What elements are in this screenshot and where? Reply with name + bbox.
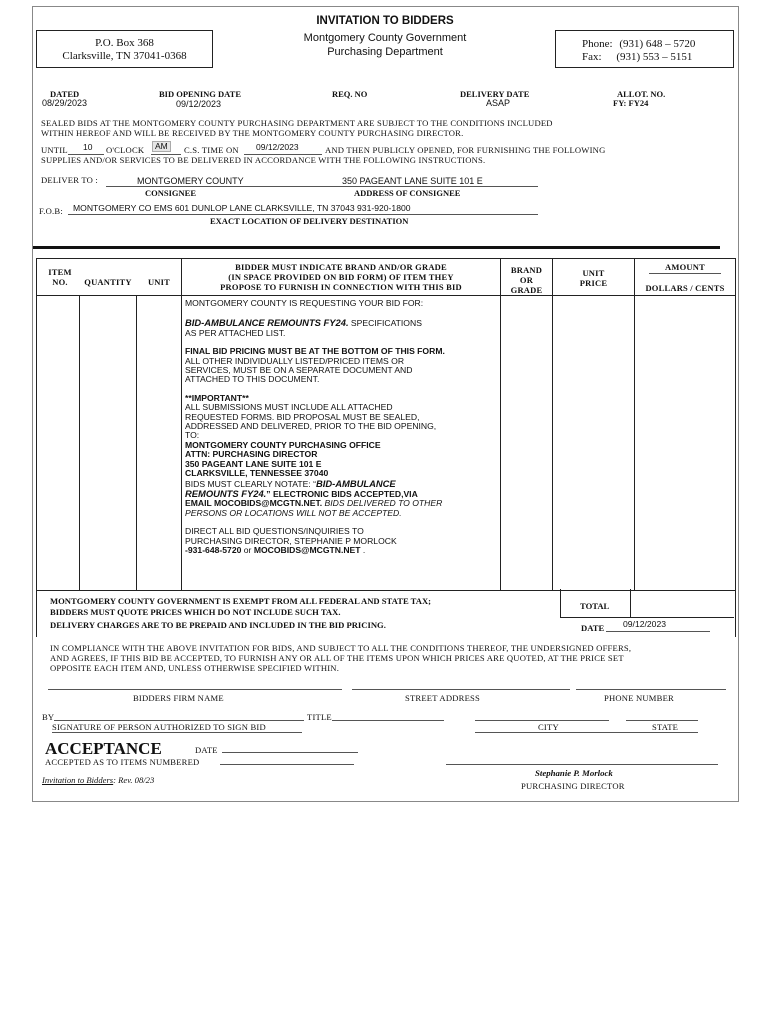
desc-address-3: 350 PAGEANT LANE SUITE 101 E	[185, 458, 322, 469]
director-title: PURCHASING DIRECTOR	[521, 781, 625, 791]
accepted-items-line[interactable]	[220, 755, 354, 765]
cs-time-label: C.S. TIME ON	[184, 145, 239, 155]
after-date-text: AND THEN PUBLICLY OPENED, FOR FURNISHING THE FOLLOWING	[325, 145, 606, 155]
contact-box	[555, 30, 734, 68]
col-divider-item	[79, 295, 80, 590]
req-no-label: REQ. NO	[332, 89, 368, 99]
dated-value: 08/29/2023	[42, 98, 88, 108]
item-description	[185, 299, 497, 555]
address-of-consignee-label: ADDRESS OF CONSIGNEE	[354, 188, 461, 198]
hour-value[interactable]: 10	[83, 142, 93, 152]
fob-label: F.O.B:	[39, 206, 63, 216]
signature-label: SIGNATURE OF PERSON AUTHORIZED TO SIGN BID	[52, 722, 266, 732]
col-divider-brand	[552, 259, 553, 590]
form-footer: Invitation to Bidders	[42, 775, 114, 785]
col-divider-desc	[500, 259, 501, 590]
col-divider-qty	[136, 295, 137, 590]
unit-price-header-2: PRICE	[579, 278, 608, 288]
director-name: Stephanie P. Morlock	[535, 768, 613, 778]
signed-date-value[interactable]: 09/12/2023	[623, 619, 667, 629]
ampm-line	[151, 145, 181, 155]
desc-direct-1: DIRECT ALL BID QUESTIONS/INQUIRIES TO	[185, 526, 364, 537]
phone-number-line[interactable]	[576, 680, 726, 690]
total-amount-divider	[630, 589, 631, 618]
deliver-to-label: DELIVER TO :	[41, 175, 98, 185]
bid-opening-label: BID OPENING DATE	[159, 89, 242, 99]
desc-header-2: (IN SPACE PROVIDED ON BID FORM) OF ITEM THEY	[228, 272, 454, 282]
signature-line[interactable]	[54, 711, 304, 721]
compliance-line-3: OPPOSITE EACH ITEM AND, UNLESS OTHERWISE SPECIFIED WITHIN.	[50, 663, 340, 673]
opening-date-value[interactable]: 09/12/2023	[256, 142, 299, 152]
consignee-address-value[interactable]: 350 PAGEANT LANE SUITE 101 E	[342, 176, 483, 186]
allot-no-value: FY: FY24	[613, 98, 649, 108]
tax-line-3: DELIVERY CHARGES ARE TO BE PREPAID AND INCLUDED IN THE BID PRICING.	[50, 620, 386, 630]
until-label: UNTIL	[41, 145, 68, 155]
brand-header-1: BRAND	[510, 265, 543, 275]
compliance-line-2: AND AGREES, IF THIS BID BE ACCEPTED, TO FURNISH ANY OR ALL OF THE ITEMS UPON WHICH PRICES ARE QUOTED, AT THE PRICE SET	[50, 653, 624, 663]
desc-submission-1: ALL SUBMISSIONS MUST INCLUDE ALL ATTACHED	[185, 402, 393, 413]
desc-direct-3-row	[185, 546, 497, 555]
desc-specs: SPECIFICATIONS	[348, 318, 422, 329]
desc-email-note-2: PERSONS OR LOCATIONS WILL NOT BE ACCEPTED.	[185, 507, 402, 518]
phone-number-label: PHONE NUMBER	[604, 693, 674, 703]
desc-notate-bold-2: REMOUNTS FY24.	[185, 487, 267, 499]
allot-no-label: ALLOT. NO.	[617, 89, 666, 99]
desc-pricing-line2: ALL OTHER INDIVIDUALLY LISTED/PRICED ITEMS OR	[185, 355, 405, 366]
section-divider	[33, 246, 720, 249]
desc-email-note-2-row	[185, 509, 497, 518]
by-label: BY	[42, 712, 55, 722]
desc-specs-line2: AS PER ATTACHED LIST.	[185, 327, 286, 338]
acceptance-date-label: DATE	[195, 745, 218, 755]
address-line-2: Clarksville, TN 37041-0368	[62, 50, 187, 62]
title-line[interactable]	[332, 711, 444, 721]
desc-direct-email: MOCOBIDS@MCGTN.NET	[253, 544, 361, 555]
desc-address-1: MONTGOMERY COUNTY PURCHASING OFFICE	[185, 439, 381, 450]
dated-label: DATED	[50, 89, 80, 99]
desc-intro: MONTGOMERY COUNTY IS REQUESTING YOUR BID FOR:	[185, 298, 424, 308]
brand-header-2: OR	[519, 275, 534, 285]
state-label: STATE	[652, 722, 679, 732]
desc-direct-2: PURCHASING DIRECTOR, STEPHANIE P MORLOCK	[185, 535, 397, 546]
org-line-1: Montgomery County Government	[303, 32, 467, 44]
header-rule	[37, 295, 735, 296]
form-footer-row	[42, 775, 154, 785]
desc-submission-4: TO:	[185, 430, 200, 441]
ampm-value[interactable]: AM	[152, 141, 171, 152]
desc-pricing-line4: ATTACHED TO THIS DOCUMENT.	[185, 374, 320, 385]
street-address-line[interactable]	[352, 680, 570, 690]
consignee-value[interactable]: MONTGOMERY COUNTY	[137, 176, 244, 186]
city-line[interactable]	[475, 711, 609, 721]
quantity-header: QUANTITY	[84, 277, 132, 287]
title-label: TITLE	[307, 712, 332, 722]
city-label: CITY	[538, 722, 559, 732]
delivery-date-value: ASAP	[486, 98, 511, 108]
col-divider-unit	[181, 259, 182, 590]
bid-items-table	[36, 258, 736, 591]
unit-price-header-1: UNIT	[582, 268, 605, 278]
desc-address-2: ATTN: PURCHASING DIRECTOR	[185, 449, 318, 460]
exact-location-label: EXACT LOCATION OF DELIVERY DESTINATION	[210, 216, 409, 226]
desc-direct-end: .	[360, 544, 366, 555]
tax-line-2: BIDDERS MUST QUOTE PRICES WHICH DO NOT INCLUDE SUCH TAX.	[50, 607, 341, 617]
city-state-underline	[475, 732, 698, 733]
item-no-header-2: NO.	[52, 277, 68, 287]
compliance-line-1: IN COMPLIANCE WITH THE ABOVE INVITATION FOR BIDS, AND SUBJECT TO ALL THE CONDITIONS THEREOF, THE UNDERSIGNED OFFERS,	[50, 643, 632, 653]
phone-value: (931) 648 – 5720	[619, 38, 696, 50]
oclock-label: O'CLOCK	[106, 145, 145, 155]
unit-header: UNIT	[147, 277, 171, 287]
brand-header-3: GRADE	[510, 285, 543, 295]
phone-row	[582, 38, 733, 50]
acceptance-title: ACCEPTANCE	[45, 739, 162, 758]
desc-pricing-line3: SERVICES, MUST BE ON A SEPARATE DOCUMENT AND	[185, 365, 413, 376]
sealed-line-2: WITHIN HEREOF AND WILL BE RECEIVED BY THE MONTGOMERY COUNTY PURCHASING DIRECTOR.	[41, 128, 464, 138]
sealed-line-4: SUPPLIES AND/OR SERVICES TO BE DELIVERED IN ACCORDANCE WITH THE FOLLOWING INSTRUCTIONS.	[41, 155, 486, 165]
dollars-header: DOLLARS / CENTS	[645, 283, 725, 293]
desc-notate-suffix: ” ELECTRONIC BIDS ACCEPTED,VIA	[266, 488, 418, 499]
fob-value[interactable]: MONTGOMERY CO EMS 601 DUNLOP LANE CLARKSVILLE, TN 37043 931-920-1800	[73, 203, 411, 213]
total-divider	[560, 589, 561, 618]
acceptance-date-line[interactable]	[222, 743, 358, 753]
desc-direct-or: or	[241, 544, 254, 555]
tax-line-1: MONTGOMERY COUNTY GOVERNMENT IS EXEMPT FROM ALL FEDERAL AND STATE TAX;	[50, 596, 432, 606]
total-rule	[560, 617, 734, 618]
fax-row	[582, 51, 733, 63]
sealed-line-1: SEALED BIDS AT THE MONTGOMERY COUNTY PURCHASING DEPARTMENT ARE SUBJECT TO THE CONDITIONS INCLUDED	[41, 118, 553, 128]
org-line-2: Purchasing Department	[327, 46, 443, 58]
desc-email-note: BIDS DELIVERED TO OTHER	[322, 498, 443, 509]
date-label: DATE	[581, 623, 605, 633]
form-footer-rev: : Rev. 08/23	[113, 775, 155, 785]
bid-opening-value: 09/12/2023	[176, 99, 222, 109]
mailing-address-box	[36, 30, 213, 68]
address-line-1: P.O. Box 368	[95, 37, 154, 49]
desc-header-3: PROPOSE TO FURNISH IN CONNECTION WITH THIS BID	[220, 282, 462, 292]
state-line[interactable]	[626, 711, 698, 721]
accepted-items-label: ACCEPTED AS TO ITEMS NUMBERED	[45, 757, 200, 767]
amount-header: AMOUNT	[665, 262, 705, 272]
fax-value: (931) 553 – 5151	[616, 51, 693, 63]
street-address-label: STREET ADDRESS	[405, 693, 480, 703]
desc-header-1: BIDDER MUST INDICATE BRAND AND/OR GRADE	[235, 262, 447, 272]
amount-underline	[649, 273, 721, 274]
consignee-label: CONSIGNEE	[145, 188, 197, 198]
firm-name-line[interactable]	[48, 680, 342, 690]
desc-final-pricing: FINAL BID PRICING MUST BE AT THE BOTTOM OF THIS FORM.	[185, 346, 445, 357]
phone-label: Phone:	[582, 38, 613, 50]
desc-email: EMAIL MOCOBIDS@MCGTN.NET.	[185, 498, 323, 509]
delivery-date-label: DELIVERY DATE	[460, 89, 530, 99]
fax-label: Fax:	[582, 51, 602, 63]
desc-notate-bold-1: BID-AMBULANCE	[316, 477, 396, 489]
item-no-header-1: ITEM	[48, 267, 72, 277]
firm-name-label: BIDDERS FIRM NAME	[133, 693, 224, 703]
desc-address-4: CLARKSVILLE, TENNESSEE 37040	[185, 468, 329, 479]
director-signature-line	[446, 755, 718, 765]
desc-important: **IMPORTANT**	[185, 392, 249, 403]
desc-submission-3: ADDRESSED AND DELIVERED, PRIOR TO THE BID OPENING,	[185, 421, 437, 432]
form-title: INVITATION TO BIDDERS	[316, 15, 454, 27]
desc-bid-title: BID-AMBULANCE REMOUNTS FY24.	[185, 317, 349, 329]
total-label: TOTAL	[580, 601, 610, 611]
desc-notate-prefix: BIDS MUST CLEARLY NOTATE: “	[185, 478, 316, 489]
desc-submission-2: REQUESTED FORMS. BID PROPOSAL MUST BE SEALED,	[185, 411, 420, 422]
col-divider-price	[634, 259, 635, 590]
signature-underline	[52, 732, 302, 733]
desc-direct-phone: -931-648-5720	[185, 544, 242, 555]
